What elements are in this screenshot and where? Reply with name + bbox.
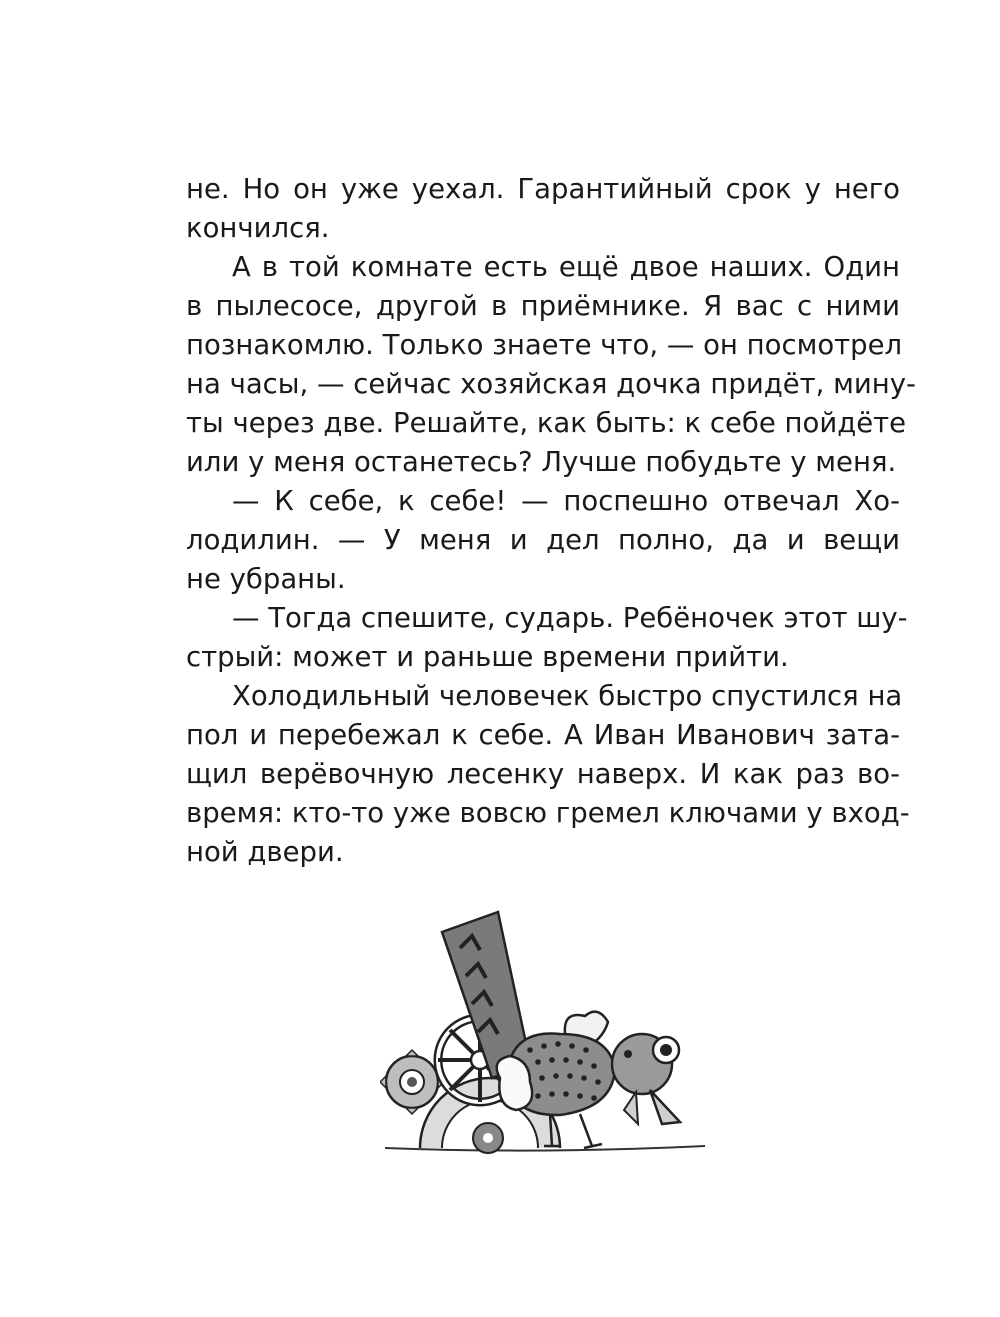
paragraph-4 [186,599,908,677]
paragraph-5 [186,677,910,872]
text-line: не. Но он уже уехал. Гарантийный срок у него [186,173,900,205]
mechanical-bird-illustration [380,910,710,1160]
paragraph-1 [186,170,900,248]
text-line: — Тогда спешите, сударь. Ребёночек этот шу- [232,602,908,634]
text-line: или у меня останетесь? Лучше побудьте у меня. [186,446,897,478]
text-line: в пылесосе, другой в приёмнике. Я вас с ними [186,290,900,322]
text-line: время: кто-то уже вовсю гремел ключами у вход- [186,797,910,829]
bird-head-icon [612,1034,680,1124]
text-line: на часы, — сейчас хозяйская дочка придёт, мину- [186,368,916,400]
text-line: стрый: может и раньше времени прийти. [186,641,789,673]
text-line: А в той комнате есть ещё двое наших. Один [232,251,900,283]
text-line: лодилин. — У меня и дел полно, да и вещи [186,524,900,556]
text-line: щил верёвочную лесенку наверх. И как раз во- [186,758,900,790]
text-line: не убраны. [186,563,346,595]
book-page-text [186,170,916,872]
text-line: ты через две. Решайте, как быть: к себе пойдёте [186,407,907,439]
text-line: ной двери. [186,836,344,868]
text-line: кончился. [186,212,330,244]
text-line: — К себе, к себе! — поспешно отвечал Хо- [232,485,900,517]
paragraph-3 [186,482,900,599]
text-line: пол и перебежал к себе. А Иван Иванович зата- [186,719,900,751]
text-line: Холодильный человечек быстро спустился на [232,680,903,712]
text-line: познакомлю. Только знаете что, — он посмотрел [186,329,903,361]
paragraph-2 [186,248,916,482]
